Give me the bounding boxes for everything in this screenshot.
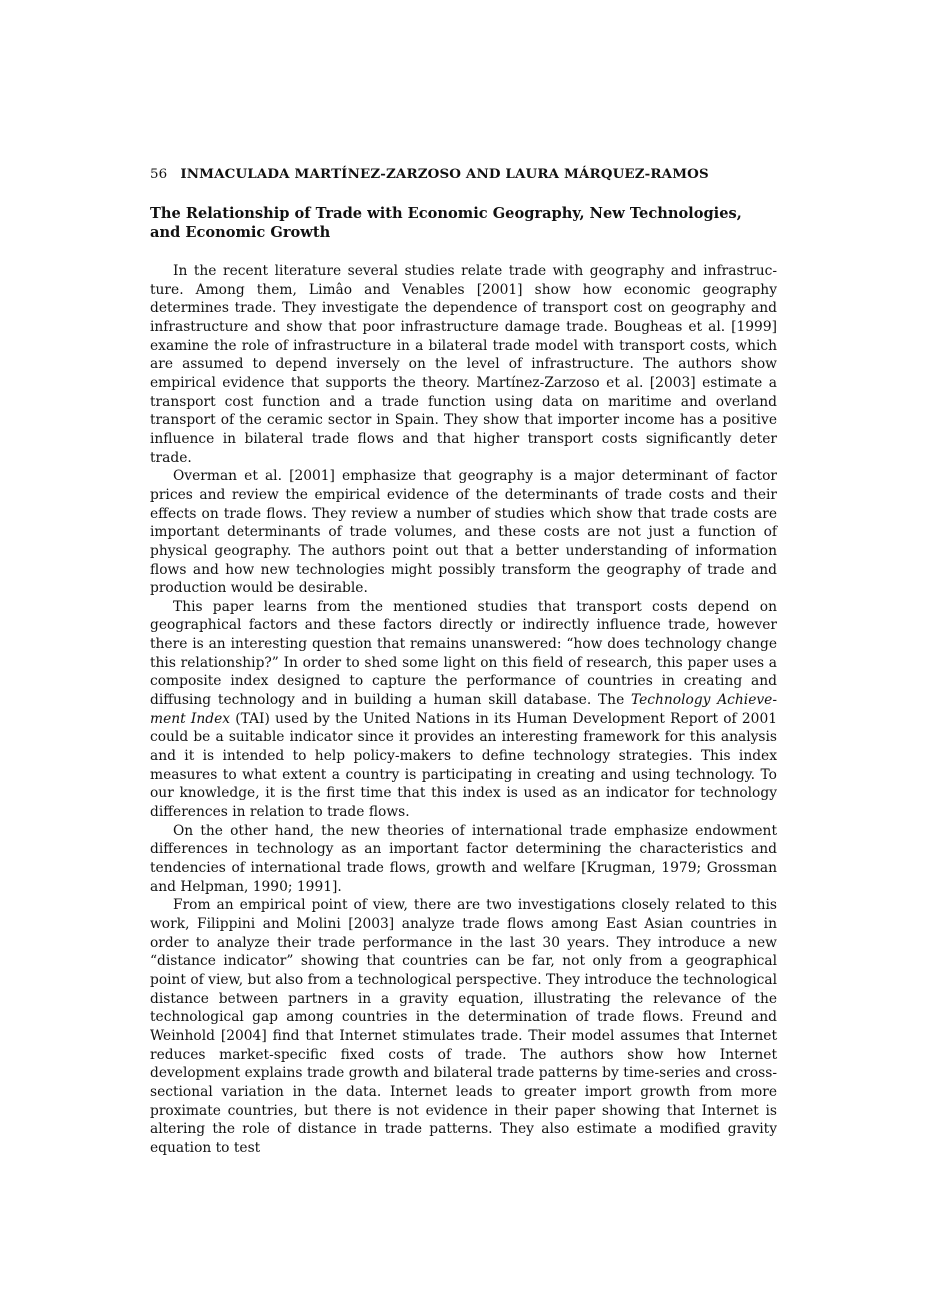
paragraph-2: Overman et al. [2001] emphasize that geography is a major determinant of factor prices and review the empirical evidence of the determinants of trade costs and their effects on trade flows. They review a number of studies which show that trade costs are important determinants of trade volumes, and these costs are not just a function of physical geography. The authors point out that a better understanding of information flows and how new technologies might possibly transform the geography of trade and production would be desirable.	[150, 468, 777, 597]
paragraph-3	[150, 598, 777, 822]
paragraph-3-text-after: (TAI) used by the United Nations in its Human Development Report of 2001 could be a suitable indicator since it provides an interesting framework for this analysis and it is intended to help policy-makers to define technology strategies. This index measures to what extent a country is participating in creating and using technology. To our knowledge, it is the first time that this index is used as an indicator for technology differences in relation to trade flows.	[150, 710, 777, 821]
page-content	[150, 164, 777, 1158]
paragraph-3-text-before: This paper learns from the mentioned studies that transport costs depend on geographical factors and these factors directly or indirectly influence trade, however there is an interesting question that remains unanswered: “how does technology change this relationship?” In order to shed some light on this field of research, this paper uses a composite index designed to capture the performance of countries in creating and diffusing technology and in building a human skill database. The	[150, 598, 777, 709]
paragraph-4: On the other hand, the new theories of international trade emphasize endowment differences in technology as an important factor determining the characteristics and tendencies of international trade flows, growth and welfare [Krugman, 1979; Grossman and Helpman, 1990; 1991].	[150, 822, 777, 895]
running-head	[150, 164, 777, 185]
paragraph-5: From an empirical point of view, there are two investigations closely related to this work, Filippini and Molini [2003] analyze trade flows among East Asian countries in order to analyze their trade performance in the last 30 years. They introduce a new “distance indicator” showing that countries can be far, not only from a geographical point of view, but also from a technological perspective. They introduce the technological distance between partners in a gravity equation, illustrating the relevance of the technological gap among countries in the determination of trade flows. Freund and Weinhold [2004] find that Internet stimulates trade. Their model assumes that Internet reduces market-specific fixed costs of trade. The authors show how Internet development explains trade growth and bilateral trade patterns by time-series and cross-sectional variation in the data. Internet leads to greater import growth from more proximate countries, but there is not evidence in their paper showing that Internet is altering the role of distance in trade patterns. They also estimate a modified gravity equation to test	[150, 897, 777, 1156]
running-head-authors: INMACULADA MARTÍNEZ-ZARZOSO AND LAURA MÁRQUEZ-RAMOS	[180, 166, 709, 182]
body-text	[150, 262, 777, 1158]
paragraph-1: In the recent literature several studies relate trade with geography and infrastructure. Among them, Limâo and Venables [2001] show how economic geography determines trade. They investigate the dependence of transport cost on geography and infrastructure and show that poor infrastructure damage trade. Bougheas et al. [1999] examine the role of infrastructure in a bilateral trade model with transport costs, which are assumed to depend inversely on the level of infrastructure. The authors show empirical evidence that supports the theory. Martínez-Zarzoso et al. [2003] estimate a transport cost function and a trade function using data on maritime and overland transport of the ceramic sector in Spain. They show that importer income has a positive influence in bilateral trade flows and that higher transport costs significantly deter trade.	[150, 263, 777, 466]
technology-achievement-index-term: Technology Achievement Index	[150, 692, 777, 727]
section-title: The Relationship of Trade with Economic Geography, New Technologies, and Economic Growth	[150, 205, 742, 241]
page-number: 56	[150, 167, 168, 182]
